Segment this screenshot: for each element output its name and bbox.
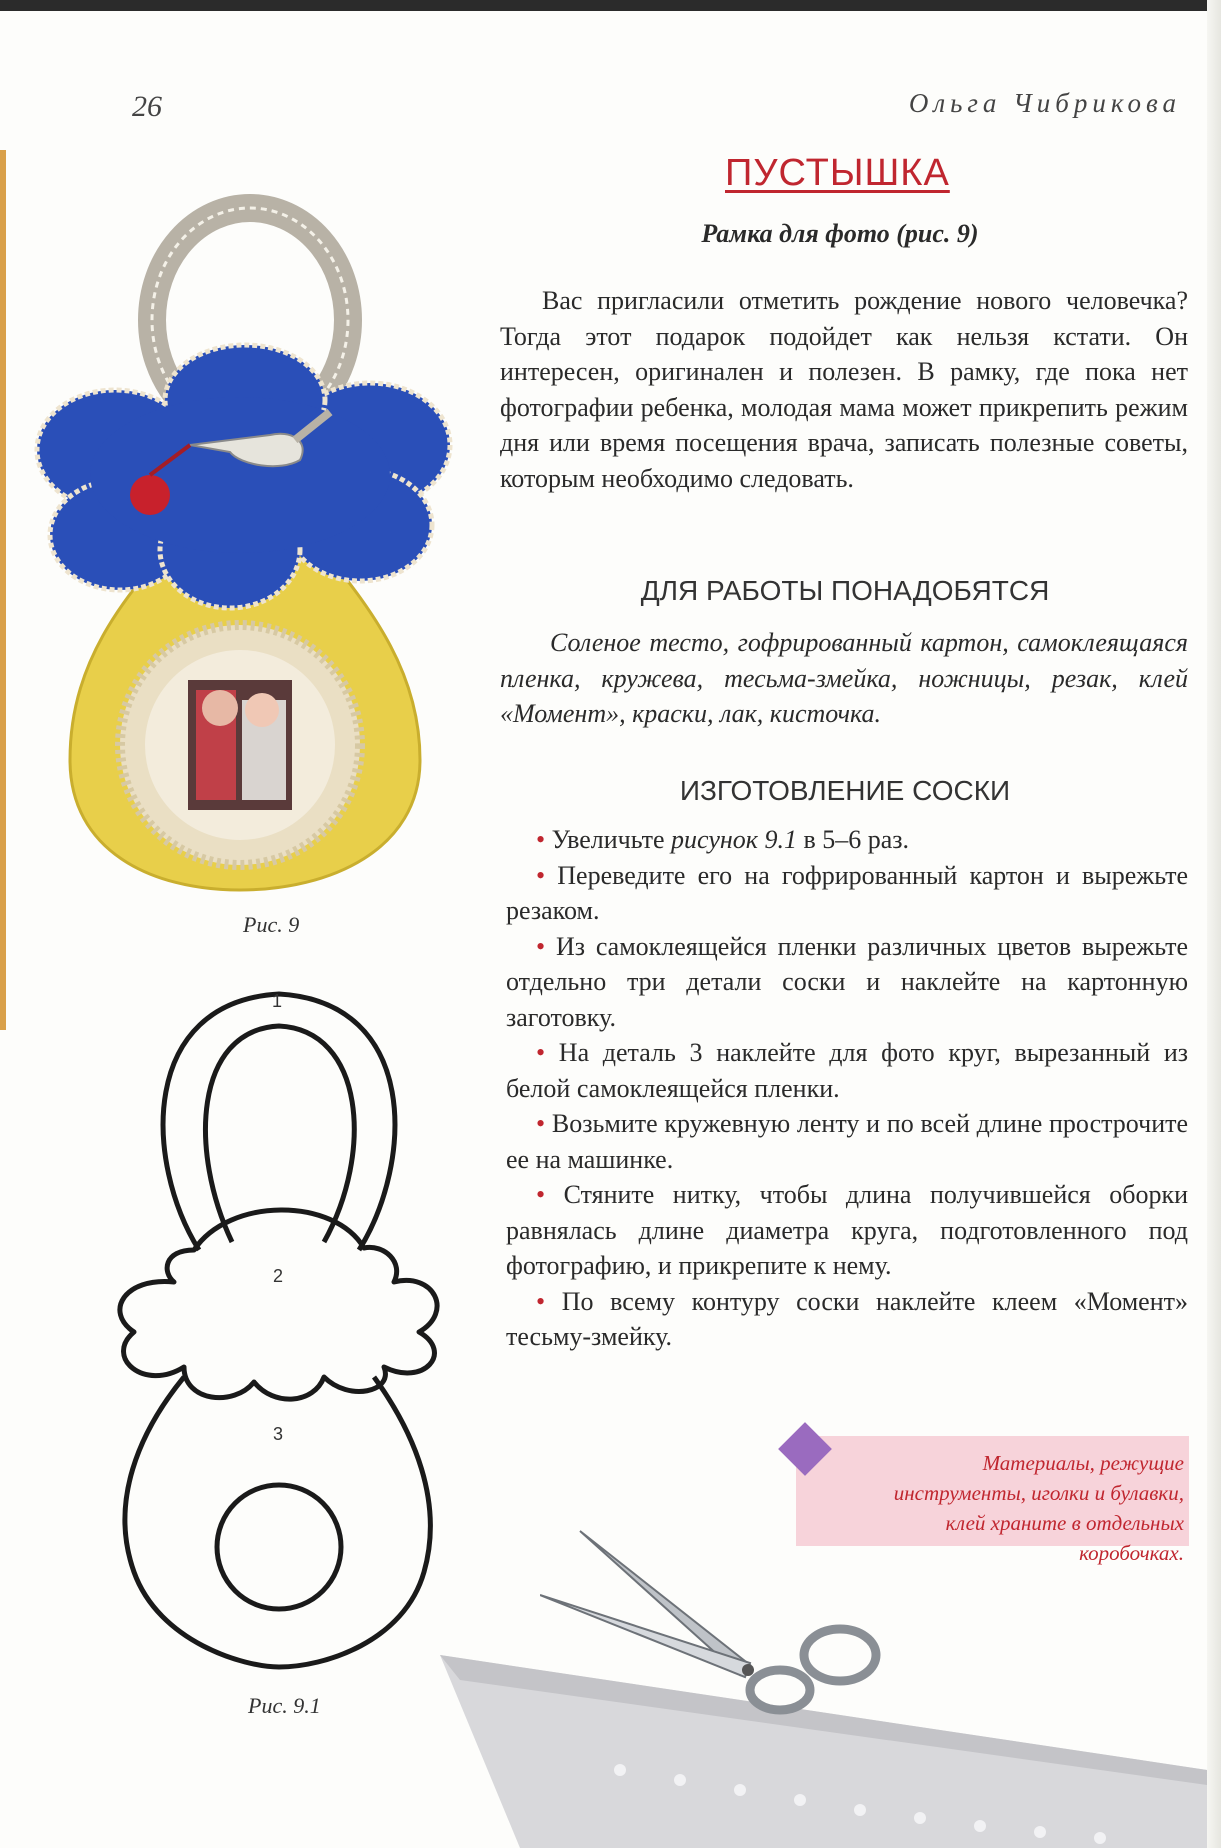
step-item: • По всему контуру соски наклейте клеем «Момент» тесьму-змейку. bbox=[506, 1286, 1188, 1351]
article-title: ПУСТЫШКА bbox=[725, 152, 950, 194]
part-label-2: 2 bbox=[273, 1266, 284, 1286]
diamond-marker-icon bbox=[778, 1422, 832, 1476]
bullet-icon: • bbox=[536, 931, 546, 961]
materials-heading: ДЛЯ РАБОТЫ ПОНАДОБЯТСЯ bbox=[640, 575, 1050, 606]
bullet-icon: • bbox=[536, 825, 546, 854]
bullet-icon: • bbox=[536, 860, 546, 890]
page-right-edge bbox=[1207, 0, 1221, 1848]
step-item: • Увеличьте рисунок 9.1 в 5–6 раз. bbox=[536, 825, 910, 854]
part-label-1: 1 bbox=[272, 991, 283, 1011]
figure-9-1-caption: Рис. 9.1 bbox=[248, 1693, 321, 1718]
bullet-icon: • bbox=[536, 1038, 546, 1067]
bullet-icon: • bbox=[536, 1286, 546, 1316]
instruction-steps bbox=[506, 822, 1188, 1355]
materials-list: Соленое тесто, гофрированный картон, самоклеящаяся пленка, кружева, тесьма-змейка, ножницы, резак, клей «Момент», краски, лак, кисточка. bbox=[500, 628, 1188, 728]
step-item: • Из самоклеящейся пленки различных цветов вырежьте отдельно три детали соски и наклейте на картонную заготовку. bbox=[506, 931, 1188, 1032]
article-subtitle: Рамка для фото (рис. 9) bbox=[701, 219, 979, 248]
part-label-3: 3 bbox=[273, 1424, 284, 1444]
scan-top-edge bbox=[0, 0, 1221, 11]
step-item: • Стяните нитку, чтобы длина получившейся оборки равнялась длине диаметра круга, подготовленного под фотографию, и прикрепите к нему. bbox=[506, 1180, 1188, 1280]
page-number: 26 bbox=[132, 90, 162, 123]
pacifier-craft-photo bbox=[30, 190, 480, 910]
pacifier-template-diagram bbox=[84, 982, 484, 1682]
step-item: • Переведите его на гофрированный картон и вырежьте резаком. bbox=[506, 860, 1189, 925]
intro-paragraph: Вас пригласили отметить рождение нового человечка? Тогда этот подарок подойдет как нельзя кстати. Он интересен, оригинален и полезен. В рамку, где пока нет фотографии ребенка, молодая мама может прикрепить режим дня или время посещения врача, записать полезные советы, которым необходимо следовать. bbox=[500, 286, 1188, 493]
bullet-icon: • bbox=[536, 1180, 546, 1209]
running-header-author: Ольга Чибрикова bbox=[908, 88, 1181, 118]
step-item: • Возьмите кружевную ленту и по всей длине прострочите ее на машинке. bbox=[506, 1109, 1189, 1174]
making-heading: ИЗГОТОВЛЕНИЕ СОСКИ bbox=[679, 775, 1011, 806]
scissors-image bbox=[540, 1525, 890, 1715]
tip-text: Материалы, режущие инструменты, иголки и булавки, клей храните в отдельных коробочках. bbox=[893, 1451, 1184, 1565]
page-left-edge bbox=[0, 150, 6, 1030]
bullet-icon: • bbox=[536, 1109, 546, 1138]
step-item: • На деталь 3 наклейте для фото круг, вырезанный из белой самоклеящейся пленки. bbox=[506, 1038, 1189, 1103]
figure-9-caption: Рис. 9 bbox=[243, 912, 300, 937]
